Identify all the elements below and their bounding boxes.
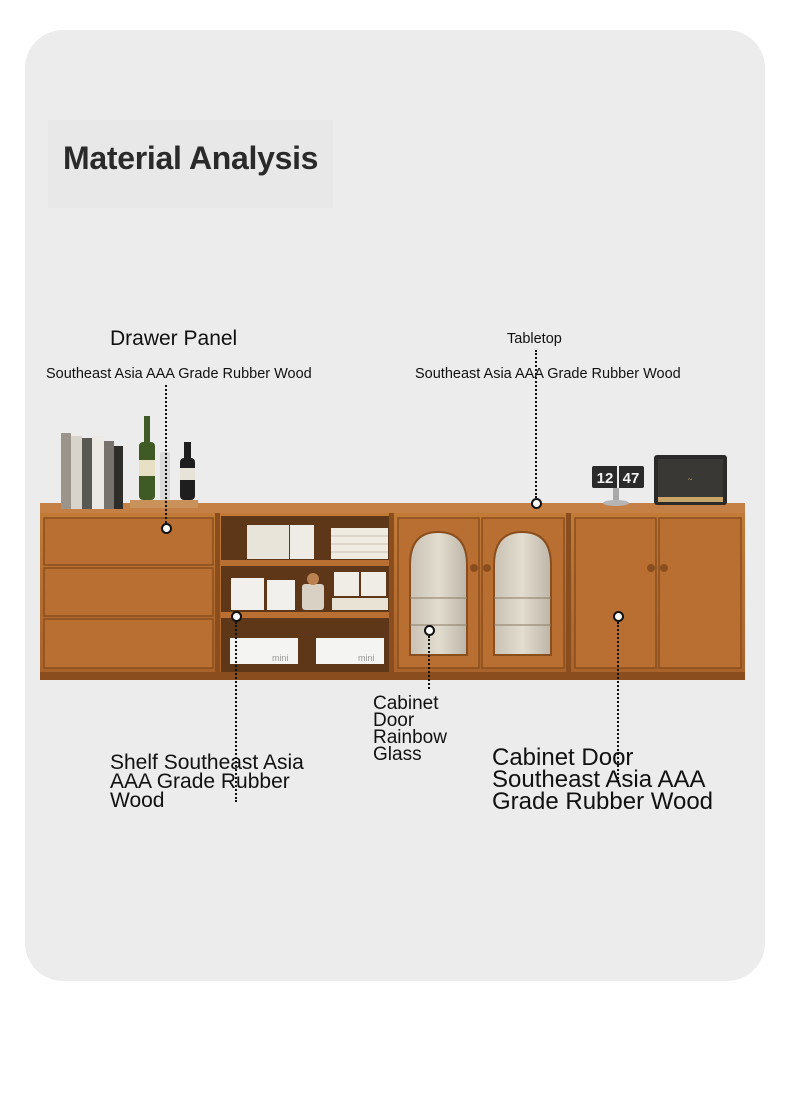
- drawer-material-label: Southeast Asia AAA Grade Rubber Wood: [46, 366, 312, 382]
- glass-marker-dot: [424, 625, 435, 636]
- box-label-left: mini: [272, 653, 289, 663]
- glass-label-line4: Glass: [373, 744, 422, 765]
- tabletop-leader-line: [535, 350, 537, 498]
- glass-door-module: [398, 513, 571, 679]
- drawer-leader-line: [165, 385, 167, 523]
- door-label-line1: Cabinet Door: [492, 744, 634, 771]
- clock-minutes: 47: [622, 470, 640, 487]
- glass-door-label: [373, 695, 447, 763]
- svg-text:~: ~: [687, 475, 693, 484]
- page-title: Material Analysis: [63, 140, 319, 176]
- shelf-label-line2: AAA Grade Rubber: [110, 770, 290, 793]
- glass-leader-line: [428, 636, 430, 689]
- shelf-label: [110, 753, 304, 810]
- flip-clock-decor: [592, 466, 644, 506]
- shelf-label-line1: Shelf Southeast Asia: [110, 751, 304, 774]
- door-label-line2: Southeast Asia AAA: [492, 766, 706, 793]
- clock-hours: 12: [596, 470, 614, 487]
- shelf-label-line3: Wood: [110, 789, 165, 812]
- drawer-panel-label: Drawer Panel: [110, 327, 238, 350]
- box-label-right: mini: [358, 653, 375, 663]
- glass-label-line2: Door: [373, 710, 415, 731]
- drawer-module: [44, 513, 220, 679]
- door-marker-dot: [613, 611, 624, 622]
- bottles-decor: [130, 416, 198, 508]
- cabinet-door-label: [492, 744, 714, 815]
- tabletop-material-label: Southeast Asia AAA Grade Rubber Wood: [415, 366, 681, 382]
- glass-label-line3: Rainbow: [373, 727, 447, 748]
- tabletop-label: Tabletop: [507, 331, 562, 347]
- drawer-marker-dot: [161, 523, 172, 534]
- shelf-marker-dot: [231, 611, 242, 622]
- tabletop-marker-dot: [531, 498, 542, 509]
- door-label-line3: Grade Rubber Wood: [492, 788, 714, 815]
- glass-label-line1: Cabinet: [373, 693, 439, 714]
- books-decor: [61, 433, 123, 509]
- speaker-decor: [654, 455, 727, 505]
